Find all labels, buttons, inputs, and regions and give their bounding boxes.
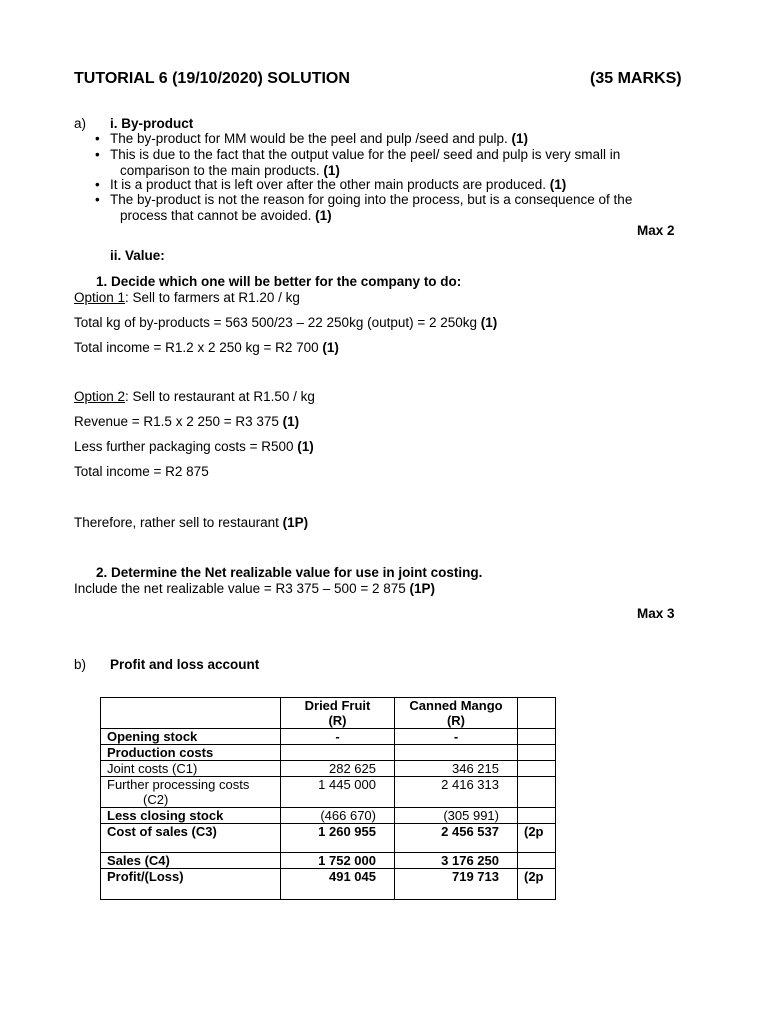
by-product-heading: i. By-product xyxy=(110,116,194,131)
conclusion: Therefore, rather sell to restaurant (1P) xyxy=(74,515,309,530)
table-row: Production costs xyxy=(101,745,556,761)
table-row: Cost of sales (C3) 1 260 955 2 456 537 (2p xyxy=(101,824,556,853)
option-1-line: Option 1: Sell to farmers at R1.20 / kg xyxy=(74,290,300,305)
option-2-revenue: Revenue = R1.5 x 2 250 = R3 375 (1) xyxy=(74,414,300,429)
option-2-income: Total income = R2 875 xyxy=(74,464,209,479)
nrv-line: Include the net realizable value = R3 375 – 500 = 2 875 (1P) xyxy=(74,581,436,596)
bullet-dot-icon: • xyxy=(95,131,100,146)
max-marks-1: Max 2 xyxy=(637,223,675,238)
value-heading: ii. Value: xyxy=(110,248,165,263)
bullet-dot-icon: • xyxy=(95,177,100,192)
option-2-packaging: Less further packaging costs = R500 (1) xyxy=(74,439,314,454)
total-marks: (35 MARKS) xyxy=(590,70,682,87)
table-row: Further processing costs (C2) 1 445 000 2 416 313 xyxy=(101,777,556,808)
max-marks-2: Max 3 xyxy=(637,606,675,621)
question-2: 2. Determine the Net realizable value for use in joint costing. xyxy=(96,565,483,580)
col-header-canned-mango: Canned Mango (R) xyxy=(395,698,518,729)
table-header-row xyxy=(101,698,556,729)
table-row: Profit/(Loss) 491 045 719 713 (2p xyxy=(101,869,556,900)
table-row: Sales (C4) 1 752 000 3 176 250 xyxy=(101,853,556,869)
profit-loss-table xyxy=(100,697,556,900)
table-row: Less closing stock (466 670) (305 991) xyxy=(101,808,556,824)
bullet-item: • This is due to the fact that the output value for the peel/ seed and pulp is very small in comparison to the main products. (1) xyxy=(95,147,621,178)
option-1-calc-kg: Total kg of by-products = 563 500/23 – 22 250kg (output) = 2 250kg (1) xyxy=(74,315,498,330)
profit-loss-heading: Profit and loss account xyxy=(110,657,260,672)
bullet-item: • It is a product that is left over after the other main products are produced. (1) xyxy=(95,177,567,192)
bullet-item: • The by-product for MM would be the peel and pulp /seed and pulp. (1) xyxy=(95,131,528,146)
table-row: Opening stock - - xyxy=(101,729,556,745)
table-row: Joint costs (C1) 282 625 346 215 xyxy=(101,761,556,777)
question-1: 1. Decide which one will be better for the company to do: xyxy=(96,274,462,289)
page-title: TUTORIAL 6 (19/10/2020) SOLUTION xyxy=(74,70,350,87)
bullet-dot-icon: • xyxy=(95,147,100,162)
bullet-item: • The by-product is not the reason for going into the process, but is a consequence of the process that cannot be avoided. (1) xyxy=(95,192,633,223)
part-a-label: a) xyxy=(74,116,87,131)
option-1-calc-income: Total income = R1.2 x 2 250 kg = R2 700 (1) xyxy=(74,340,339,355)
option-2-line: Option 2: Sell to restaurant at R1.50 / kg xyxy=(74,389,315,404)
part-b-label: b) xyxy=(74,657,87,672)
bullet-dot-icon: • xyxy=(95,192,100,207)
col-header-dried-fruit: Dried Fruit (R) xyxy=(281,698,395,729)
